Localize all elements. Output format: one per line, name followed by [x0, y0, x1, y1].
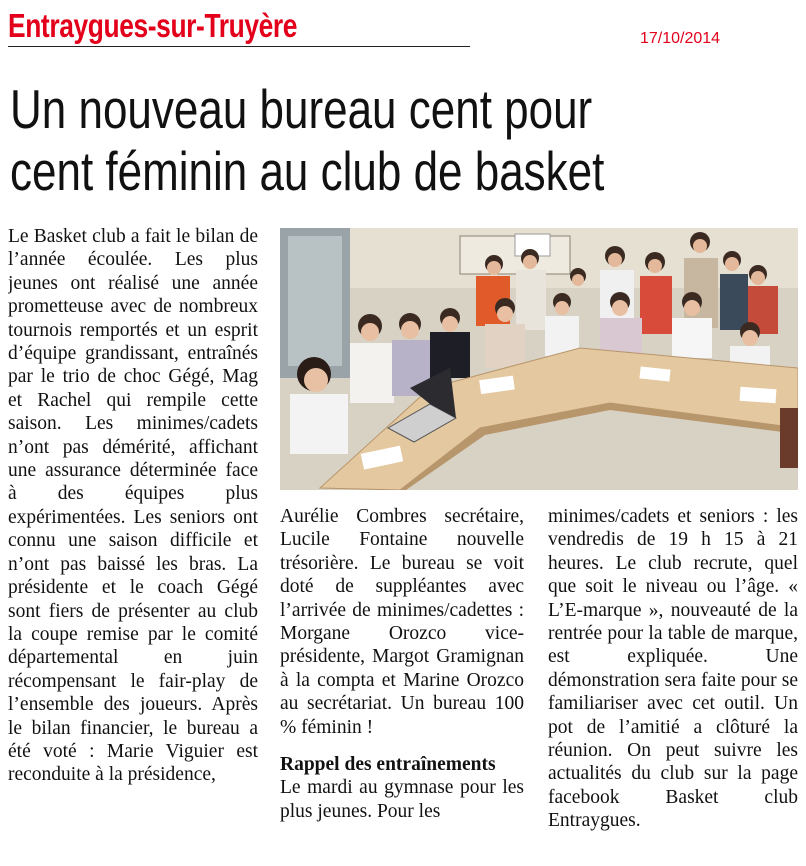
- body-text: Le mardi au gymnase pour les plus jeunes. Pour les: [280, 777, 524, 822]
- headline-line-1: Un nouveau bureau cent pour: [10, 78, 593, 140]
- publication-date: 17/10/2014: [640, 30, 721, 47]
- body-text: minimes/cadets et seniors : les vendredis de 19 h 15 à 21 heures. Le club recrute, quel que soit le niveau ou l’âge. « L’E-marque », nouveauté de la rentrée pour la table de marque, est expliquée. Une démonstration sera faite pour se familiariser avec cet outil. Un pot de l’amitié a clôturé la réunion. On peut suivre les actualités du club sur la page facebook Basket club Entraygues.: [548, 506, 798, 832]
- group-photo: [280, 228, 798, 490]
- photo-illustration: [280, 228, 798, 490]
- article-column-1: [8, 225, 258, 861]
- town-name: Entraygues-sur-Truyère: [8, 7, 298, 44]
- headline: [10, 78, 604, 202]
- masthead: [8, 6, 470, 47]
- article-column-3: [548, 505, 798, 861]
- body-text: Aurélie Combres secrétaire, Lucile Fontaine nouvelle trésorière. Le bureau se voit doté de suppléantes avec l’arrivée de minimes/cadettes : Morgane Orozco vice-présidente, Margot Gramignan à la compta et Marine Orozco au secrétariat. Un bureau 100 % féminin !: [280, 506, 524, 738]
- body-text: Le Basket club a fait le bilan de l’année écoulée. Les plus jeunes ont réalisé une année prometteuse avec de nombreux tournois remportés et un esprit d’équipe grandissant, entraînés par le trio de choc Gégé, Mag et Rachel qui rempile cette saison. Les minimes/cadets n’ont pas démérité, affichant une assurance déterminée face à des équipes plus expérimentées. Les seniors ont connu une saison difficile et n’ont pas baissé les bras. La présidente et le coach Gégé sont fiers de présenter au club la coupe remise par le comité départemental en juin récompensant le fair-play de l’ensemble des joueurs. Après le bilan financier, le bureau a été voté : Marie Viguier est reconduite à la présidence,: [8, 226, 258, 786]
- headline-line-2: cent féminin au club de basket: [10, 140, 605, 202]
- article-column-2: [280, 505, 524, 861]
- subheading: Rappel des entraînements: [280, 754, 496, 776]
